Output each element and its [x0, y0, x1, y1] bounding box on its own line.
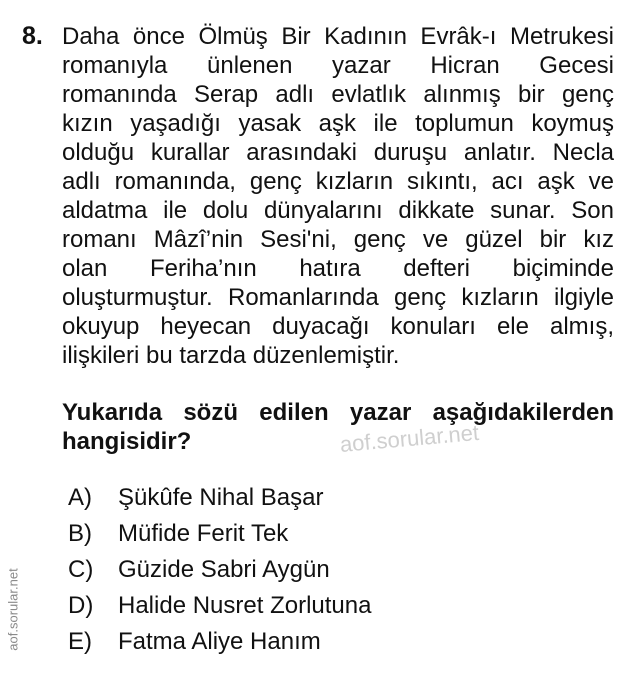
question-stem: [62, 22, 614, 370]
side-watermark-text: aof.sorular.net: [5, 568, 21, 651]
option-letter: D): [68, 592, 94, 619]
stem-line: Daha önce Ölmüş Bir Kadının Evrâk-ı Metrukesi: [62, 23, 614, 50]
option-letter: A): [68, 484, 92, 511]
option-e[interactable]: [68, 624, 371, 660]
question-prompt: [62, 398, 614, 456]
option-b[interactable]: [68, 516, 371, 552]
question-number: 8.: [22, 22, 43, 50]
option-letter: E): [68, 628, 92, 655]
option-text: Müfide Ferit Tek: [118, 520, 289, 547]
option-a[interactable]: [68, 480, 371, 516]
stem-line: aldatma ile dolu dünyalarını dikkate sunar. Son: [62, 197, 614, 224]
stem-line: romanında Serap adlı evlatlık alınmış bir genç: [62, 81, 614, 108]
option-text: Şükûfe Nihal Başar: [118, 484, 324, 511]
option-letter: C): [68, 556, 94, 583]
stem-line: olan Feriha’nın hatıra defteri biçiminde: [62, 255, 614, 282]
prompt-line: Yukarıda sözü edilen yazar aşağıdakilerden: [62, 399, 614, 426]
option-text: Fatma Aliye Hanım: [118, 628, 321, 655]
option-text: Güzide Sabri Aygün: [118, 556, 330, 583]
option-c[interactable]: [68, 552, 371, 588]
stem-line: okuyup heyecan duyacağı konuları ele almış,: [62, 313, 614, 340]
option-text: Halide Nusret Zorlutuna: [118, 592, 372, 619]
stem-line: olduğu kurallar arasındaki duruşu anlatır. Necla: [62, 139, 614, 166]
answer-options: [68, 480, 371, 660]
prompt-line: hangisidir?: [62, 428, 192, 455]
stem-line: oluşturmuştur. Romanlarında genç kızların ilgiyle: [62, 284, 614, 311]
stem-line: romanı Mâzî’nin Sesi'ni, genç ve güzel bir kız: [62, 226, 614, 253]
option-letter: B): [68, 520, 92, 547]
stem-line: adlı romanında, genç kızların sıkıntı, acı aşk ve: [62, 168, 614, 195]
stem-line: romanıyla ünlenen yazar Hicran Gecesi: [62, 52, 614, 79]
option-d[interactable]: [68, 588, 371, 624]
stem-line: kızın yaşadığı yasak aşk ile toplumun koymuş: [62, 110, 614, 137]
stem-line: ilişkileri bu tarzda düzenlemiştir.: [62, 342, 400, 369]
watermark-text: aof.sorular.net: [338, 419, 480, 457]
